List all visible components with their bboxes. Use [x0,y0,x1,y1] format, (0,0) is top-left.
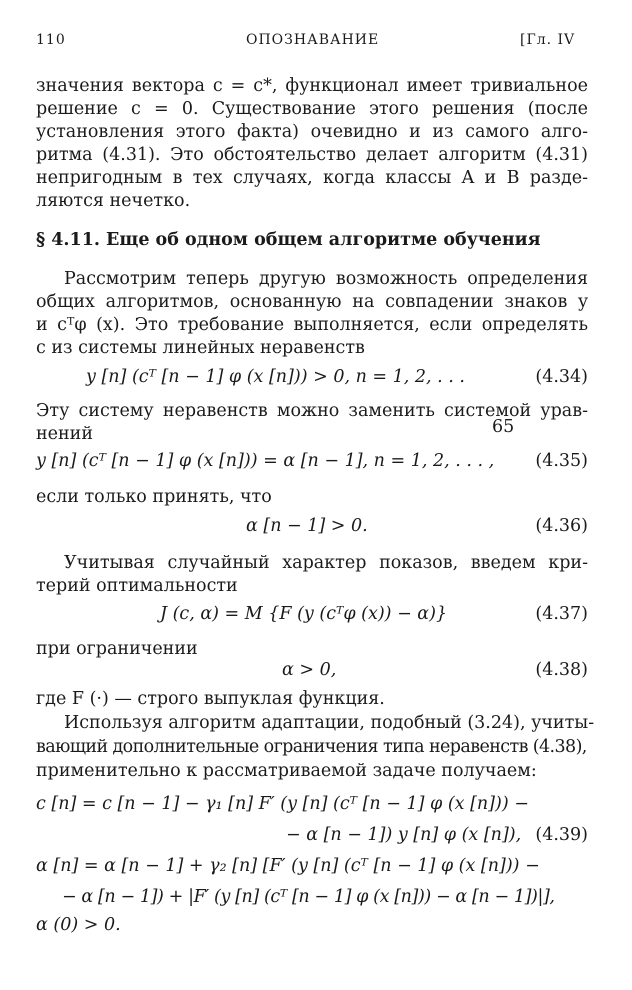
paragraph-line: нений [36,424,94,444]
equation-4-34: y [n] (cᵀ [n − 1] φ (x [n])) > 0, n = 1, 2, . . . [86,367,465,387]
equation-label: (4.34) [535,367,588,387]
paragraph-line: применительно к рассматриваемой задаче получаем: [36,761,537,781]
paragraph-line: вающий дополнительные ограничения типа неравенств (4.38), [36,737,587,757]
equation-4-36: α [n − 1] > 0. [246,516,368,536]
equation-4-39-line: − α [n − 1]) + |F′ (y [n] (cᵀ [n − 1] φ (x [n])) − α [n − 1])|], [62,887,555,907]
equation-label: (4.36) [535,516,588,536]
paragraph-line: и cᵀφ (x). Это требование выполняется, если определять [36,315,588,335]
paragraph-line: значения вектора c = c*, функционал имеет тривиальное [36,76,588,96]
paragraph-line: если только принять, что [36,487,272,507]
section-heading: § 4.11. Еще об одном общем алгоритме обучения [36,230,541,250]
paragraph-line: Учитывая случайный характер показов, введем кри- [64,553,588,573]
paragraph-line: установления этого факта) очевидно и из самого алго- [36,122,588,142]
equation-4-37: J (c, α) = M {F (y (cᵀφ (x)) − α)} [160,604,448,624]
chapter-label: [Гл. IV [520,32,576,48]
paragraph-line: c из системы линейных неравенств [36,338,365,358]
equation-label: (4.38) [535,660,588,680]
equation-label: (4.37) [535,604,588,624]
paragraph-line: при ограничении [36,639,198,659]
equation-label: (4.39) [535,825,588,845]
paragraph-line: непригодным в тех случаях, когда классы A и B разде- [36,168,588,188]
paragraph-line: Используя алгоритм адаптации, подобный (3.24), учиты- [64,713,595,733]
paragraph-line: Рассмотрим теперь другую возможность определения [64,269,588,289]
paragraph-line: ляются нечетко. [36,191,191,211]
paragraph-line: терий оптимальности [36,576,238,596]
paragraph-line: где F (·) — строго выпуклая функция. [36,689,385,709]
equation-4-35: y [n] (cᵀ [n − 1] φ (x [n])) = α [n − 1], n = 1, 2, . . . , [36,451,495,471]
running-title: ОПОЗНАВАНИЕ [246,32,380,48]
page-number: 110 [36,32,66,48]
paragraph-line: решение c = 0. Существование этого решения (после [36,99,588,119]
equation-4-39-line: α (0) > 0. [36,915,121,935]
equation-label: (4.35) [535,451,588,471]
equation-4-39-line: − α [n − 1]) y [n] φ (x [n]), [286,825,522,845]
equation-4-39-line: c [n] = c [n − 1] − γ₁ [n] F′ (y [n] (cᵀ [n − 1] φ (x [n])) − [36,794,529,814]
footnote-number: 65 [492,417,515,437]
paragraph-line: общих алгоритмов, основанную на совпадении знаков y [36,292,588,312]
paragraph-line: Эту систему неравенств можно заменить системой урав- [36,401,588,421]
equation-4-39-line: α [n] = α [n − 1] + γ₂ [n] [F′ (y [n] (cᵀ [n − 1] φ (x [n])) − [36,856,540,876]
equation-4-38: α > 0, [282,660,337,680]
paragraph-line: ритма (4.31). Это обстоятельство делает алгоритм (4.31) [36,145,588,165]
